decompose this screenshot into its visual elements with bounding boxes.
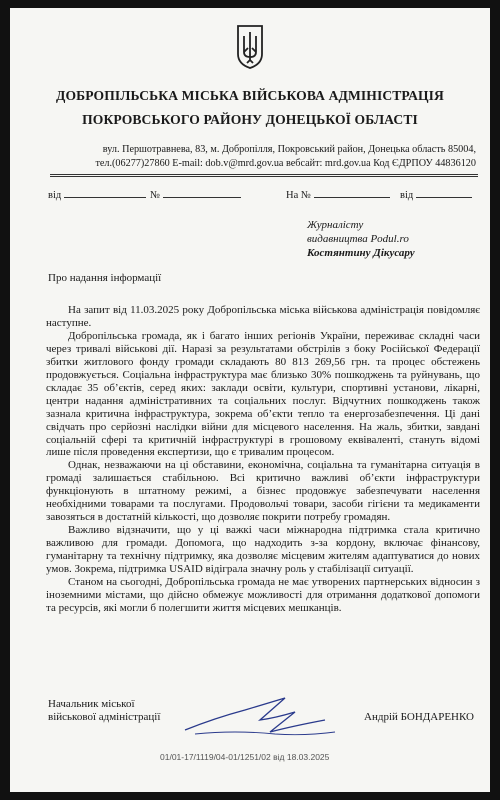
registration-number-field: № — [150, 186, 241, 201]
registration-date-field: від — [48, 186, 146, 201]
paragraph: Добропільська громада, як і багато інших регіонів України, переживає складні часи через тривалі військові дії. Наразі за результатами обстрілів з боку Російської Федерації збитки житлового фонду громади складають 80 813 269,56 грн. та процес обстежень продовжується. Соціальна інфраструктура має близько 30% пошкоджень та руйнувань, що складає 35 об’єктів, серед яких: заклади освіти, культури, спортивні установи, лікарні, центри надання адміністративних та соціальних послуг. Відчутних пошкоджень також зазнала критична інфраструктура, зокрема об’єкти тепло та енергозабезпечення. Ці дані свідчать про серйозні наслідки війни для місцевого населення. На жаль, збитки, завдані соціальній сфері та критичній інфраструктурі в грошовому еквіваленті, стануть відомі лише після проведення експертизи, що є тривалим процесом. — [46, 329, 480, 459]
header-divider — [50, 174, 478, 175]
letter-subject: Про надання інформації — [48, 272, 162, 284]
address-line: вул. Першотравнева, 83, м. Добропілля, Покровський район, Донецька область 85004, — [102, 144, 476, 155]
organization-district: ПОКРОВСЬКОГО РАЙОНУ ДОНЕЦЬКОЇ ОБЛАСТІ — [82, 112, 418, 127]
paragraph: Однак, незважаючи на ці обставини, економічна, соціальна та гуманітарна ситуація в громаді залишається стабільною. Всі критично важливі об’єкти інфраструктури функціонують в штатному режимі, а бізнес продовжує забезпечувати населення необхідними товарами та послугами. Продовольчі товари, засоби гігієни та медикаменти завозяться в достатній кількості, що дозволяє покрити потребу громадян. — [46, 459, 480, 524]
contacts-line: тел.(06277)27860 E-mail: dob.v@mrd.gov.ua вебсайт: mrd.gov.ua Код ЄДРПОУ 44836120 — [95, 158, 476, 169]
header-divider-thin — [50, 176, 478, 177]
signatory-position: Начальник міської військової адміністрації — [48, 698, 161, 723]
organization-name: ДОБРОПІЛЬСЬКА МІСЬКА ВІЙСЬКОВА АДМІНІСТРАЦІЯ — [56, 88, 444, 103]
handwritten-signature — [175, 690, 345, 750]
recipient-publisher: видавництва Podul.ro — [307, 233, 409, 245]
signatory-name: Андрій БОНДАРЕНКО — [364, 711, 474, 723]
paragraph: Станом на сьогодні, Добропільська громада не має утворених партнерських відносин з іноземними містами, що дійсно обмежує можливості для отримання додаткової допомоги та ресурсів, які могли б полегшити життя місцевих мешканців. — [46, 576, 480, 614]
reference-number-field: На № — [286, 186, 390, 201]
recipient-block — [307, 218, 415, 260]
paragraph: На запит від 11.03.2025 року Добропільська міська військова адміністрація повідомляє наступне. — [46, 304, 480, 329]
registry-stamp: 01/01-17/1119/04-01/1251/02 від 18.03.2025 — [160, 752, 330, 762]
reference-date-field: від — [400, 186, 472, 201]
letter-body — [46, 304, 480, 615]
coat-of-arms-icon — [235, 24, 265, 70]
paragraph: Важливо відзначити, що у ці важкі часи міжнародна підтримка стала критично важливою для громади. Допомога, що надходить з-за кордону, включає фінансову, гуманітарну та технічну підтримку, яка дозволяє місцевим жителям адаптуватися до нових умов. Зокрема, підтримка USAID відіграла значну роль у стабілізації ситуації. — [46, 524, 480, 576]
recipient-title: Журналісту — [307, 219, 364, 231]
recipient-name: Костянтину Дікусару — [307, 247, 415, 259]
document-page — [10, 8, 490, 792]
